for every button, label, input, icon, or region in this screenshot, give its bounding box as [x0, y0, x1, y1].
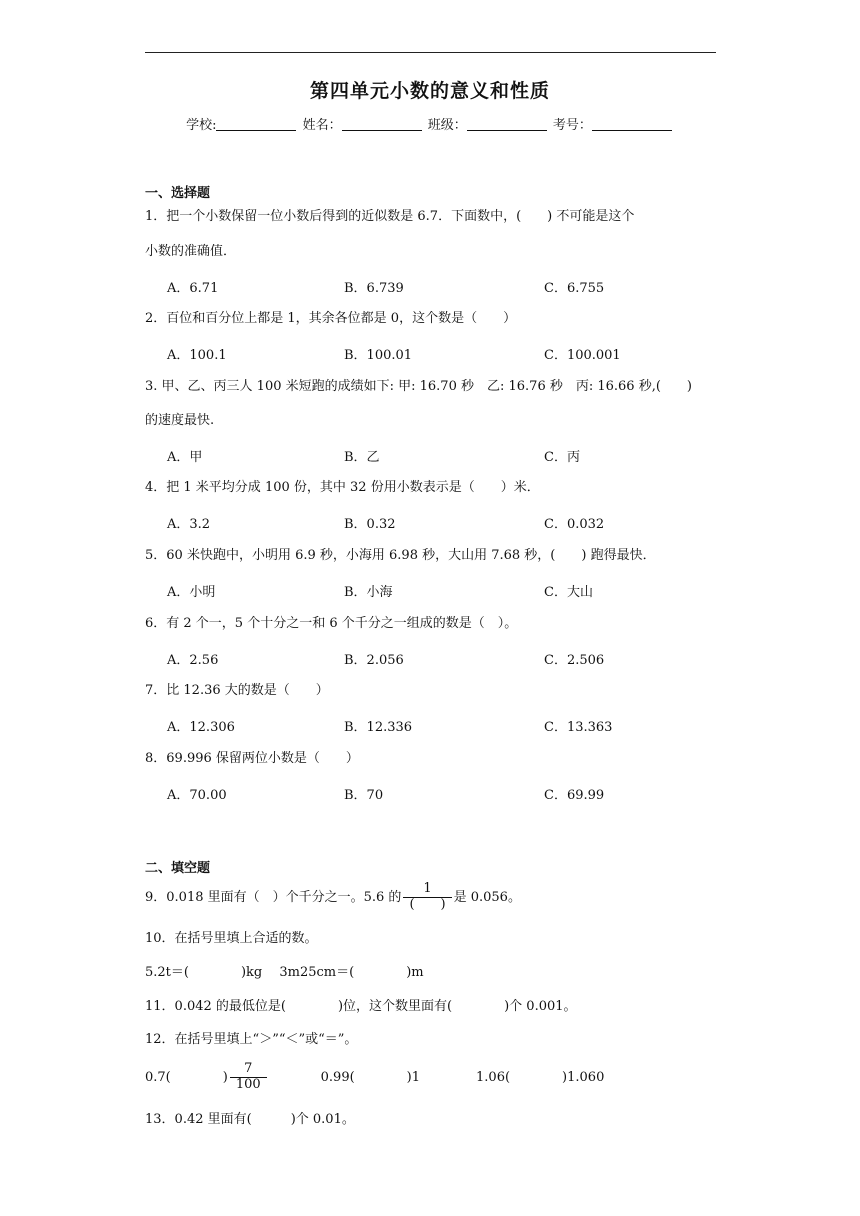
- school-blank[interactable]: [216, 118, 296, 131]
- question-9: [145, 878, 521, 918]
- question-8-option-c[interactable]: C．69.99: [544, 788, 605, 803]
- class-label: 班级：: [427, 118, 467, 133]
- question-11-text[interactable]: 11．0.042 的最低位是( )位，这个数里面有( )个 0.001。: [145, 999, 577, 1014]
- question-9-part-1: 9．0.018 里面有（ ）个千分之一。5.6 的: [145, 890, 402, 905]
- question-9-fraction: [403, 882, 451, 913]
- question-12-text: 12．在括号里填上“＞”“＜”或“＝”。: [145, 1032, 358, 1047]
- compare-1-fraction: [230, 1062, 267, 1093]
- question-4-option-b[interactable]: B．0.32: [344, 517, 396, 532]
- question-7-text: 7．比 12.36 大的数是（ ）: [145, 683, 329, 698]
- class-blank[interactable]: [467, 118, 547, 131]
- question-6-option-a[interactable]: A．2.56: [167, 653, 219, 668]
- question-3-option-c[interactable]: C．丙: [544, 450, 580, 465]
- question-4-option-c[interactable]: C．0.032: [544, 517, 605, 532]
- question-3-option-a[interactable]: A．甲: [167, 450, 203, 465]
- question-6-text: 6．有 2 个一，5 个十分之一和 6 个千分之一组成的数是（ ）。: [145, 616, 518, 631]
- compare-2[interactable]: 0.99( )1: [320, 1070, 421, 1085]
- header-rule: [145, 52, 716, 53]
- question-4-text: 4．把 1 米平均分成 100 份，其中 32 份用小数表示是（ ）米．: [145, 480, 540, 495]
- question-3-line-1: 3. 甲、乙、丙三人 100 米短跑的成绩如下: 甲: 16.70 秒 乙: 16.76 秒 丙: 16.66 秒,( ): [145, 379, 692, 394]
- question-5-text: 5．60 米快跑中，小明用 6.9 秒，小海用 6.98 秒，大山用 7.68 秒，( ) 跑得最快．: [145, 548, 656, 563]
- question-2-option-a[interactable]: A．100.1: [167, 348, 227, 363]
- question-3-option-b[interactable]: B．乙: [344, 450, 380, 465]
- fraction-denominator[interactable]: ( ): [409, 897, 446, 912]
- question-1-option-a[interactable]: A．6.71: [167, 281, 219, 296]
- question-9-part-2: 是 0.056。: [453, 890, 521, 905]
- question-2-option-c[interactable]: C．100.001: [544, 348, 621, 363]
- fraction-denominator: 100: [235, 1077, 261, 1092]
- exam-no-label: 考号：: [552, 118, 592, 133]
- exam-no-blank[interactable]: [592, 118, 672, 131]
- question-1-option-c[interactable]: C．6.755: [544, 281, 605, 296]
- worksheet-title: 第四单元小数的意义和性质: [309, 80, 550, 102]
- question-6-option-c[interactable]: C．2.506: [544, 653, 605, 668]
- question-7-option-c[interactable]: C．13.363: [544, 720, 613, 735]
- question-12-comparisons[interactable]: [145, 1058, 604, 1098]
- question-5-option-c[interactable]: C．大山: [544, 585, 593, 600]
- name-label: 姓名：: [302, 118, 342, 133]
- question-13-text[interactable]: 13．0.42 里面有( )个 0.01。: [145, 1112, 355, 1127]
- question-5-option-a[interactable]: A．小明: [167, 585, 216, 600]
- question-4-option-a[interactable]: A．3.2: [167, 517, 211, 532]
- fraction-numerator: 1: [403, 882, 451, 898]
- school-label: 学校:: [186, 118, 217, 133]
- question-10-blanks[interactable]: 5.2t＝( )kg 3m25cm＝( )m: [145, 965, 424, 980]
- question-3-line-2: 的速度最快.: [145, 413, 215, 428]
- section-choice-title: 一、选择题: [145, 186, 211, 201]
- fraction-numerator: 7: [230, 1062, 267, 1078]
- question-1-line-1: 1．把一个小数保留一位小数后得到的近似数是 6.7．下面数中，( ) 不可能是这个: [145, 209, 635, 224]
- question-7-option-b[interactable]: B．12.336: [344, 720, 413, 735]
- compare-1-left[interactable]: 0.7( ): [145, 1070, 228, 1085]
- name-blank[interactable]: [342, 118, 422, 131]
- section-fill-title: 二、填空题: [145, 861, 211, 876]
- question-1-line-2: 小数的准确值．: [145, 244, 237, 259]
- compare-3[interactable]: 1.06( )1.060: [476, 1070, 605, 1085]
- question-7-option-a[interactable]: A．12.306: [167, 720, 235, 735]
- question-2-text: 2．百位和百分位上都是 1，其余各位都是 0，这个数是（ ）: [145, 311, 517, 326]
- question-8-text: 8．69.996 保留两位小数是（ ）: [145, 751, 359, 766]
- question-6-option-b[interactable]: B．2.056: [344, 653, 404, 668]
- student-info-line: [0, 114, 860, 133]
- question-5-option-b[interactable]: B．小海: [344, 585, 393, 600]
- question-1-option-b[interactable]: B．6.739: [344, 281, 404, 296]
- question-2-option-b[interactable]: B．100.01: [344, 348, 413, 363]
- question-10-text: 10．在括号里填上合适的数。: [145, 931, 318, 946]
- question-8-option-a[interactable]: A．70.00: [167, 788, 227, 803]
- question-8-option-b[interactable]: B．70: [344, 788, 384, 803]
